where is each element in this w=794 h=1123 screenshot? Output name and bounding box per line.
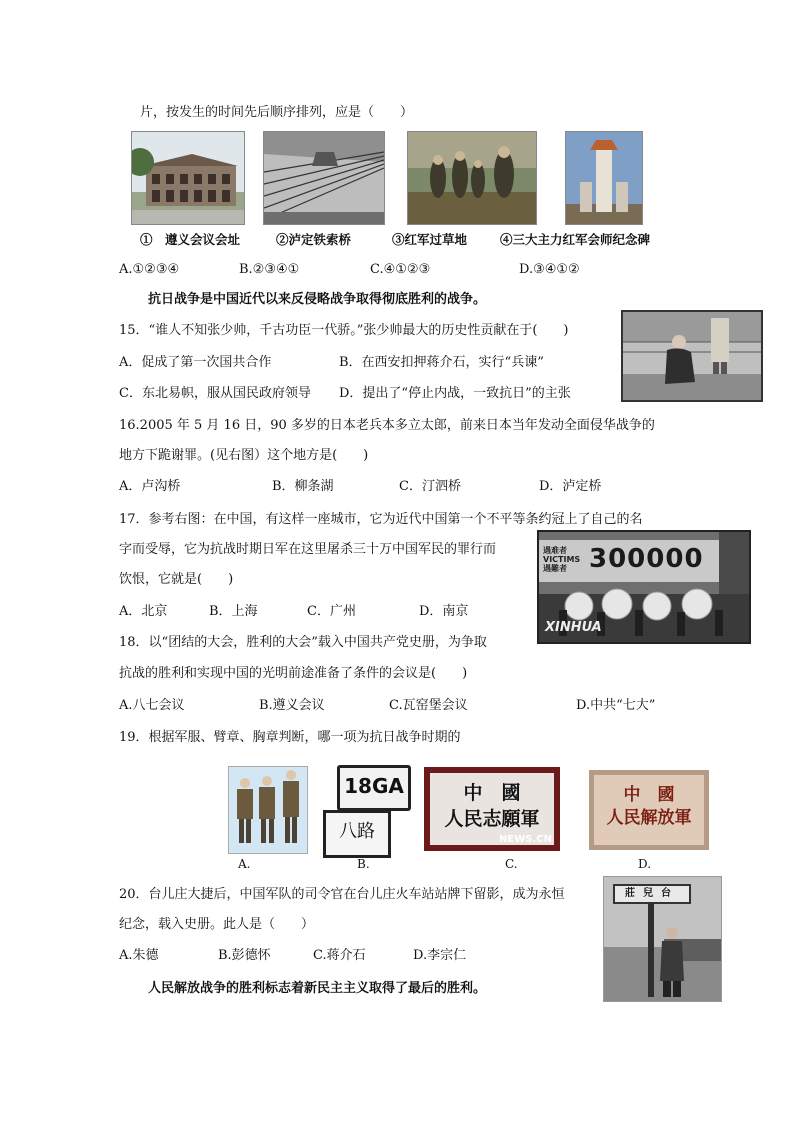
q16-option-a: A．卢沟桥 — [119, 479, 181, 494]
memorial-sign-line2: VICTIMS — [543, 555, 581, 564]
caption-grassland: ③红军过草地 — [392, 232, 468, 247]
caption-monument: ④三大主力红军会师纪念碑 — [500, 232, 651, 247]
q18-option-b: B.遵义会议 — [259, 698, 325, 713]
station-sign-text: 莊兒台 — [625, 888, 679, 899]
q19-balu-badge — [323, 810, 391, 858]
q17-line3: 饮恨，它就是( ) — [119, 572, 234, 587]
q17-option-d: D．南京 — [419, 604, 469, 619]
nanjing-memorial-photo — [537, 530, 751, 644]
q14-option-d: D.③④①② — [519, 262, 580, 277]
q20-line2: 纪念，载入史册。此人是（ ） — [119, 917, 315, 932]
q16-line2: 地方下跪谢罪。(见右图）这个地方是( ) — [119, 448, 369, 463]
q16-option-b: B．柳条湖 — [272, 479, 334, 494]
q18-option-c: C.瓦窑堡会议 — [389, 698, 468, 713]
caption-luding: ②泸定铁索桥 — [276, 232, 352, 247]
q17-line2: 字而受辱，它为抗战时期日军在这里屠杀三十万中国军民的罪行而 — [119, 542, 497, 557]
pla-badge-line1: 中 國 — [623, 785, 675, 805]
q19-label-a: A. — [238, 857, 251, 871]
q15-stem: 15．“谁人不知张少帅，千古功臣一代骄。”张少帅最大的历史性贡献在于( ) — [119, 323, 569, 338]
memorial-sign-line1: 遇难者 — [543, 546, 567, 555]
xinhua-watermark: XINHUA — [545, 620, 602, 635]
q18-option-a: A.八七会议 — [119, 698, 185, 713]
q15-option-c: C．东北易帜，服从国民政府领导 — [119, 386, 311, 401]
q14-stem: 片，按发生的时间先后顺序排列，应是（ ） — [140, 105, 414, 120]
zunyi-site-photo — [131, 131, 245, 225]
q18-line2: 抗战的胜利和实现中国的光明前途准备了条件的会议是( ) — [119, 666, 468, 681]
q19-label-c: C. — [505, 857, 518, 871]
red-army-monument-photo — [565, 131, 643, 225]
q20-option-b: B.彭德怀 — [218, 948, 271, 963]
luding-bridge-photo — [263, 131, 385, 225]
q14-option-c: C.④①②③ — [370, 262, 431, 277]
q17-option-a: A．北京 — [119, 604, 168, 619]
section-anti-japanese-war: 抗日战争是中国近代以来反侵略战争取得彻底胜利的战争。 — [148, 292, 487, 307]
q19-label-d: D. — [638, 857, 652, 871]
q20-option-a: A.朱德 — [119, 948, 159, 963]
volunteer-badge-line1: 中 國 — [463, 782, 521, 804]
q18-option-d: D.中共“七大” — [576, 698, 656, 713]
q19-stem: 19．根据军服、臂章、胸章判断，哪一项为抗日战争时期的 — [119, 730, 461, 745]
q20-option-c: C.蒋介石 — [313, 948, 366, 963]
q19-label-b: B. — [357, 857, 370, 871]
badge-balu-text: 八路 — [339, 821, 375, 842]
pla-badge-line2: 人民解放軍 — [606, 808, 692, 828]
taierzhuang-station-photo — [603, 876, 722, 1002]
caption-zunyi: ① 遵义会议会址 — [140, 232, 241, 247]
q20-option-d: D.李宗仁 — [413, 948, 467, 963]
newscn-watermark: NEWS.CN — [499, 834, 552, 845]
q16-line1: 16.2005 年 5 月 16 日，90 多岁的日本老兵本多立太郎，前来日本当年发动全面侵华战争的 — [119, 418, 655, 433]
q18-line1: 18．以“团结的大会，胜利的大会”载入中国共产党史册，为争取 — [119, 635, 487, 650]
q19-volunteer-badge — [424, 767, 560, 851]
memorial-victim-number: 300000 — [589, 544, 704, 574]
q19-soldiers-uniform-image — [228, 766, 308, 854]
q15-option-d: D．提出了“停止内战，一致抗日”的主张 — [339, 386, 571, 401]
q19-pla-badge — [589, 770, 709, 850]
grassland-march-painting — [407, 131, 537, 225]
q20-line1: 20．台儿庄大捷后，中国军队的司令官在台儿庄火车站站牌下留影，成为永恒 — [119, 887, 565, 902]
q16-option-c: C．汀泗桥 — [399, 479, 461, 494]
kneeling-veteran-photo — [621, 310, 763, 402]
badge-18ga-text: 18GA — [344, 774, 404, 798]
memorial-sign-line3: 遇難者 — [543, 564, 567, 573]
volunteer-badge-line2: 人民志願軍 — [444, 808, 540, 830]
q15-option-a: A．促成了第一次国共合作 — [119, 355, 272, 370]
q16-option-d: D．泸定桥 — [539, 479, 602, 494]
q14-option-a: A.①②③④ — [119, 262, 180, 277]
q19-18ga-badge — [337, 765, 411, 811]
q17-option-c: C．广州 — [307, 604, 356, 619]
q15-option-b: B．在西安扣押蒋介石，实行“兵谏” — [339, 355, 544, 370]
q14-option-b: B.②③④① — [239, 262, 300, 277]
section-liberation-war: 人民解放战争的胜利标志着新民主主义取得了最后的胜利。 — [148, 981, 487, 996]
q17-option-b: B．上海 — [209, 604, 258, 619]
q17-line1: 17．参考右图：在中国，有这样一座城市，它为近代中国第一个不平等条约冠上了自己的名 — [119, 512, 643, 527]
